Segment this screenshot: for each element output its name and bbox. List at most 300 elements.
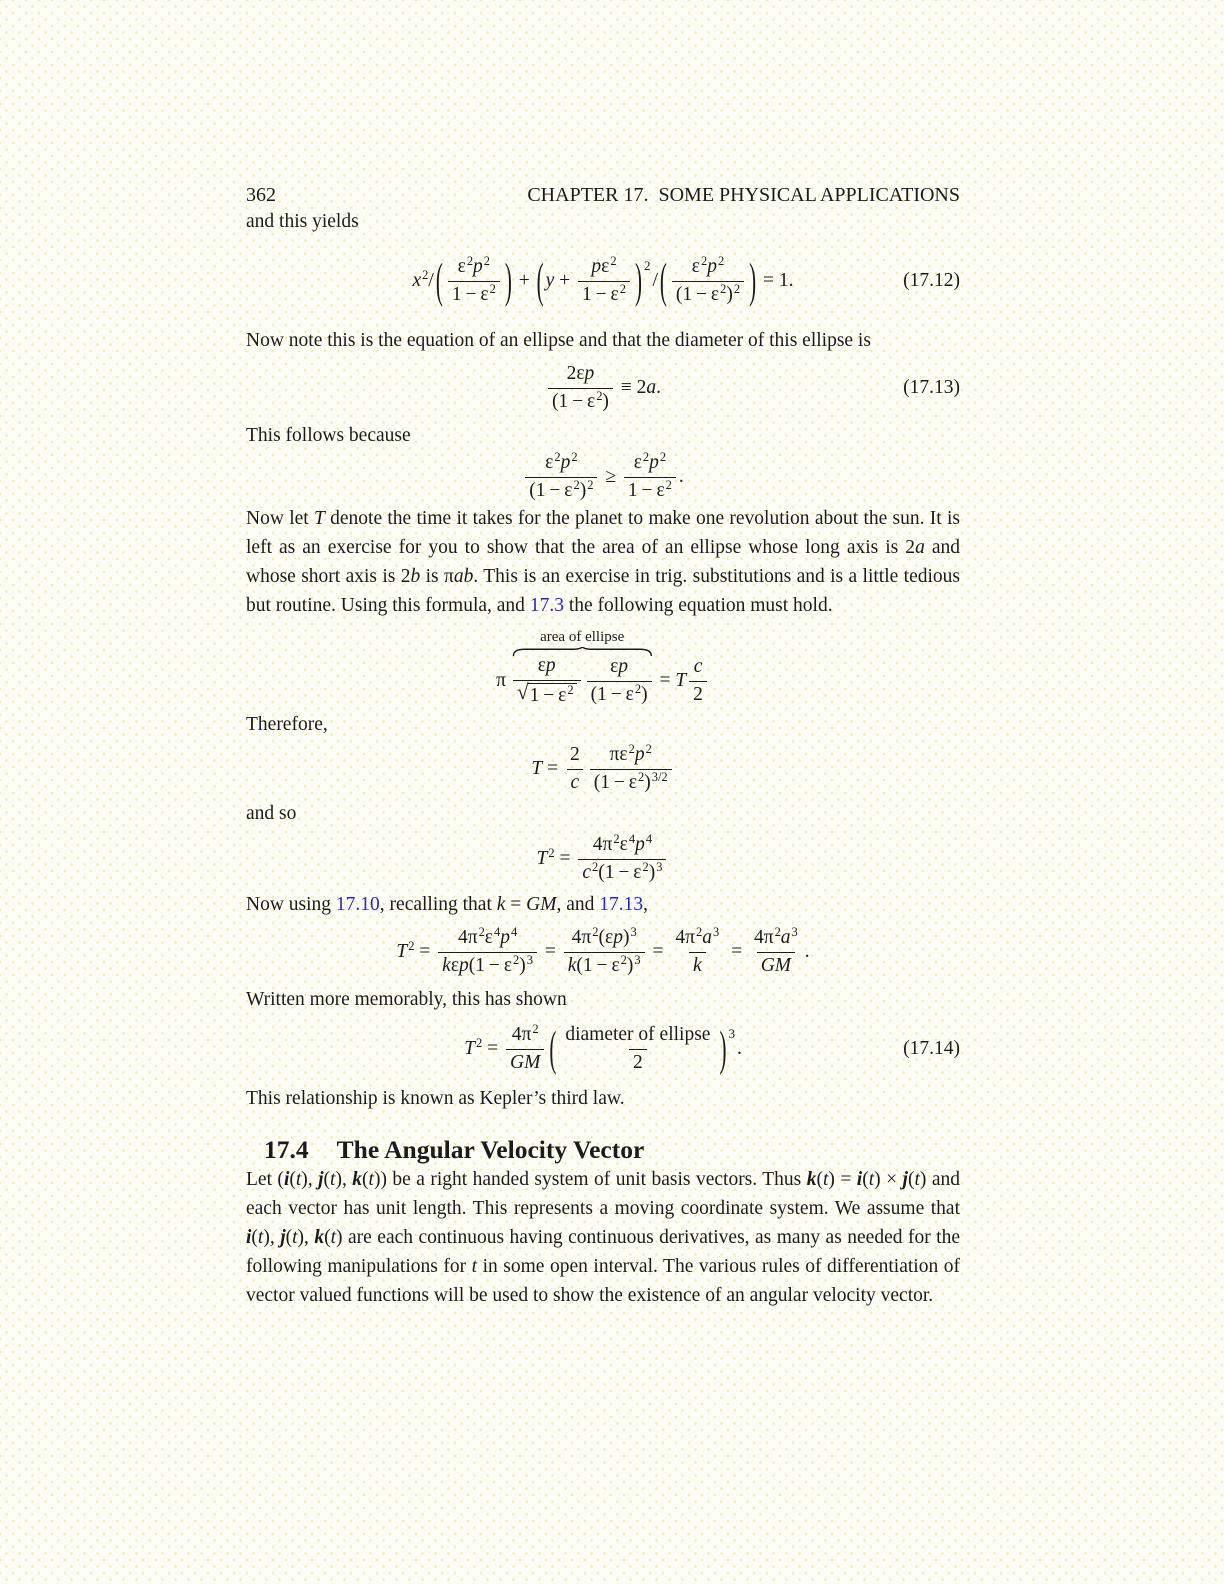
math-token: 2 bbox=[628, 742, 635, 757]
cross-reference-link[interactable]: 17.3 bbox=[529, 595, 564, 616]
math-token: p bbox=[707, 256, 717, 278]
exponent: 3 bbox=[728, 1026, 735, 1042]
math-token: a bbox=[702, 927, 712, 949]
denominator bbox=[525, 477, 597, 502]
math-token: 2 bbox=[548, 846, 555, 861]
math-token: i bbox=[246, 1227, 252, 1248]
math-token: diameter of ellipse bbox=[565, 1024, 711, 1046]
math-tokens bbox=[531, 758, 563, 780]
denominator bbox=[672, 281, 744, 306]
math-tokens bbox=[396, 941, 435, 963]
math-token: ε bbox=[457, 256, 466, 278]
math-token: ) bbox=[626, 954, 634, 976]
math-token: ( bbox=[323, 1169, 331, 1190]
numerator bbox=[541, 452, 581, 476]
math-token: i bbox=[283, 1169, 290, 1190]
math-token: (1 − ε bbox=[675, 283, 720, 305]
math-token: 2 bbox=[633, 1051, 643, 1073]
denominator bbox=[629, 1049, 647, 1074]
fraction bbox=[624, 452, 676, 502]
math-tokens bbox=[514, 270, 535, 292]
denominator bbox=[624, 477, 676, 502]
math-token: 3 bbox=[712, 925, 720, 940]
math-token: ( bbox=[289, 1169, 296, 1190]
equation-body bbox=[464, 1020, 742, 1076]
denominator bbox=[587, 681, 652, 706]
math-token: 3 bbox=[791, 925, 798, 940]
area-ellipse-equation bbox=[246, 622, 960, 708]
kepler-law-text: This relationship is known as Kepler’s third law. bbox=[246, 1088, 625, 1109]
math-token: = bbox=[482, 1038, 504, 1059]
math-token: = 1. bbox=[758, 270, 794, 291]
math-token: k bbox=[692, 954, 702, 976]
math-token: GM bbox=[760, 954, 792, 976]
section-heading bbox=[264, 1135, 960, 1165]
math-token: . bbox=[656, 377, 662, 398]
math-token: k bbox=[442, 954, 451, 976]
fraction bbox=[578, 834, 666, 884]
denominator bbox=[689, 952, 706, 977]
numerator bbox=[630, 452, 670, 476]
math-token: = bbox=[726, 941, 747, 962]
equation-number: (17.14) bbox=[903, 1038, 960, 1059]
math-token: , recalling that bbox=[379, 894, 497, 915]
math-token: (1 − ε bbox=[576, 954, 620, 976]
math-token: j bbox=[902, 1169, 908, 1190]
period-squared-equation bbox=[246, 830, 960, 888]
numerator bbox=[690, 656, 707, 680]
math-token: 2 bbox=[733, 281, 741, 296]
math-token: πε bbox=[609, 744, 628, 766]
math-token: ) = bbox=[828, 1169, 857, 1190]
numerator bbox=[454, 927, 521, 951]
kepler-law-equation-17-14 bbox=[246, 1018, 960, 1080]
open-paren: ( bbox=[536, 252, 544, 308]
math-token: 4π bbox=[675, 927, 695, 949]
math-token: t bbox=[471, 1256, 478, 1277]
fraction bbox=[671, 927, 723, 977]
equation-body bbox=[537, 834, 670, 884]
math-token: 2 bbox=[466, 254, 474, 269]
math-token: 4π bbox=[592, 834, 613, 856]
math-token: = bbox=[540, 941, 561, 962]
cross-reference-link[interactable]: 17.13 bbox=[599, 894, 644, 915]
math-token: 2 bbox=[637, 769, 645, 784]
math-token: 2 bbox=[693, 683, 703, 705]
math-token: 2ε bbox=[566, 363, 585, 385]
period-equation bbox=[246, 741, 960, 797]
fraction bbox=[561, 1024, 714, 1074]
math-token: ) bbox=[641, 683, 648, 705]
math-token: 2 bbox=[774, 925, 781, 940]
math-token: 2 bbox=[700, 254, 708, 269]
math-token: (1 − ε bbox=[598, 861, 642, 883]
fraction bbox=[750, 927, 802, 977]
math-token: 2 bbox=[642, 450, 650, 465]
denominator bbox=[757, 952, 795, 977]
math-token: π bbox=[496, 670, 510, 691]
denominator bbox=[513, 680, 581, 707]
math-tokens bbox=[679, 466, 684, 488]
math-tokens bbox=[652, 270, 657, 292]
math-token: t bbox=[822, 1169, 829, 1190]
radical-sign: √ bbox=[516, 679, 529, 704]
math-token: k bbox=[567, 954, 577, 976]
overbrace-label: area of ellipse bbox=[540, 628, 625, 645]
math-token: 2 bbox=[620, 952, 627, 967]
math-token: ) bbox=[602, 390, 609, 412]
denominator bbox=[689, 681, 707, 706]
math-token: 2 bbox=[592, 859, 599, 874]
equation-body bbox=[531, 744, 674, 794]
math-token: 2 bbox=[587, 477, 594, 492]
math-token: 3 bbox=[634, 952, 641, 967]
math-token: = bbox=[654, 670, 676, 691]
fraction bbox=[506, 1024, 544, 1074]
math-token: ( bbox=[907, 1169, 915, 1190]
numerator bbox=[508, 1024, 543, 1048]
numerator bbox=[671, 927, 723, 951]
open-paren: ( bbox=[435, 252, 443, 308]
math-token: 2 bbox=[659, 450, 667, 465]
inequality-equation bbox=[246, 450, 960, 504]
math-token: T bbox=[396, 941, 408, 962]
square-root bbox=[516, 679, 577, 707]
equation-17-12 bbox=[246, 238, 960, 324]
math-token: 2 bbox=[720, 281, 727, 296]
math-token: x bbox=[412, 270, 422, 291]
math-token: / bbox=[428, 270, 434, 291]
numerator bbox=[606, 744, 656, 768]
math-token: 2 bbox=[532, 1022, 539, 1037]
math-token: ε bbox=[633, 452, 642, 474]
math-token: p bbox=[634, 744, 645, 766]
math-token: T bbox=[675, 670, 687, 691]
math-token: ) bbox=[622, 927, 630, 949]
math-token: 2 bbox=[489, 281, 496, 296]
math-token: k bbox=[352, 1169, 363, 1190]
denominator bbox=[590, 769, 672, 794]
math-token: = bbox=[542, 758, 563, 779]
math-token: 4π bbox=[571, 927, 592, 949]
math-token: 2 bbox=[645, 742, 652, 757]
math-tokens bbox=[805, 941, 810, 963]
fraction bbox=[564, 927, 645, 977]
overbrace bbox=[512, 647, 653, 656]
math-token: 2 bbox=[408, 939, 415, 954]
math-token: ( bbox=[362, 1169, 369, 1190]
math-token: c bbox=[582, 861, 592, 883]
math-token: t bbox=[257, 1227, 264, 1248]
math-token: 2 bbox=[592, 925, 599, 940]
math-token: ) × bbox=[874, 1169, 903, 1190]
denominator bbox=[448, 281, 500, 306]
ellipse-note-text: Now note this is the equation of an ellipse and that the diameter of this ellipse is bbox=[246, 330, 871, 351]
math-token: t bbox=[868, 1169, 875, 1190]
math-token: b bbox=[410, 566, 421, 587]
math-token: 2 bbox=[567, 682, 574, 697]
math-token: ab bbox=[453, 566, 474, 587]
math-token: t bbox=[330, 1227, 337, 1248]
fraction bbox=[578, 256, 630, 306]
math-token: 3 bbox=[656, 859, 663, 874]
math-token: 4 bbox=[494, 925, 501, 940]
angular-velocity-paragraph bbox=[246, 1165, 960, 1310]
math-tokens bbox=[413, 270, 434, 292]
equation-17-13 bbox=[246, 357, 960, 419]
math-tokens bbox=[655, 670, 687, 692]
math-token: ) are each continuous having continuous derivatives, as many as needed for the following manipulations for bbox=[246, 1227, 960, 1277]
equation-body bbox=[396, 927, 809, 977]
math-token: = bbox=[647, 941, 669, 962]
math-token: p bbox=[500, 927, 510, 949]
math-token: ) bbox=[644, 771, 651, 793]
close-paren: ) bbox=[634, 252, 642, 308]
math-token: 3 bbox=[526, 952, 533, 967]
fraction bbox=[672, 256, 744, 306]
math-tokens bbox=[496, 670, 510, 692]
and-so-text: and so bbox=[246, 803, 297, 824]
math-token: 3 bbox=[630, 925, 637, 940]
math-tokens bbox=[537, 848, 576, 870]
close-paren: ) bbox=[749, 252, 757, 308]
math-token: 4 bbox=[628, 832, 636, 847]
math-tokens bbox=[726, 941, 747, 963]
denominator bbox=[578, 281, 630, 306]
exponent: 2 bbox=[643, 258, 651, 274]
math-token: k bbox=[806, 1169, 817, 1190]
math-tokens bbox=[464, 1038, 503, 1060]
math-token: + bbox=[554, 270, 575, 291]
math-token: = bbox=[505, 894, 527, 915]
math-token: ) bbox=[648, 861, 656, 883]
math-tokens bbox=[737, 1038, 742, 1060]
math-token: p bbox=[618, 656, 629, 678]
fraction bbox=[548, 363, 613, 413]
math-token: ε bbox=[484, 927, 493, 949]
math-token: 4 bbox=[510, 925, 518, 940]
math-token: 2 bbox=[476, 1036, 483, 1051]
numerator bbox=[566, 744, 584, 768]
math-token: ), bbox=[335, 1169, 353, 1190]
equation-body bbox=[545, 363, 661, 413]
math-token: y bbox=[545, 270, 555, 291]
math-token: 4π bbox=[511, 1024, 532, 1046]
running-header bbox=[246, 183, 960, 207]
math-token: t bbox=[292, 1227, 298, 1248]
math-token: (ε bbox=[598, 927, 614, 949]
math-token: ( bbox=[285, 1227, 293, 1248]
math-token: j bbox=[318, 1169, 324, 1190]
math-token: ( bbox=[862, 1169, 869, 1190]
math-token: ), bbox=[263, 1227, 281, 1248]
section-title: The Angular Velocity Vector bbox=[336, 1135, 645, 1164]
fraction bbox=[587, 656, 652, 706]
math-token: p bbox=[560, 452, 571, 474]
math-token: 2 bbox=[569, 744, 580, 766]
follows-because-text: This follows because bbox=[246, 425, 411, 446]
equation-number: (17.12) bbox=[903, 270, 960, 291]
math-token: . bbox=[736, 1038, 742, 1059]
numerator bbox=[750, 927, 802, 951]
math-token: 2 bbox=[642, 859, 649, 874]
kepler-derivation-equation bbox=[246, 921, 960, 983]
math-token: = bbox=[414, 941, 436, 962]
memorably-text: Written more memorably, this has shown bbox=[246, 989, 567, 1010]
math-tokens bbox=[540, 941, 561, 963]
equation-number: (17.13) bbox=[903, 377, 960, 398]
math-token: ( bbox=[816, 1169, 823, 1190]
math-token: 1 − ε bbox=[581, 283, 619, 305]
now-using-text bbox=[246, 890, 960, 919]
math-token: k bbox=[314, 1227, 325, 1248]
math-token: t bbox=[914, 1169, 920, 1190]
math-token: 2 bbox=[634, 681, 642, 696]
planet-period-paragraph bbox=[246, 504, 960, 620]
math-token: ≡ 2 bbox=[615, 377, 647, 398]
math-token: 1 − ε bbox=[627, 479, 665, 501]
math-token: a bbox=[915, 537, 925, 558]
fraction bbox=[566, 744, 584, 794]
math-token: t bbox=[330, 1169, 336, 1190]
numerator bbox=[534, 655, 560, 679]
math-tokens bbox=[546, 270, 575, 292]
math-token: a bbox=[646, 377, 657, 398]
math-token: in some open interval. The various rules of differentiation of vector valued functions will be used to show the existence of an angular velocity vector. bbox=[246, 1256, 960, 1306]
math-token: 2 bbox=[573, 477, 580, 492]
numerator bbox=[606, 656, 632, 680]
math-token: is π bbox=[420, 566, 454, 587]
fraction bbox=[689, 656, 707, 706]
math-token: p bbox=[613, 927, 623, 949]
cross-reference-link[interactable]: 17.10 bbox=[335, 894, 380, 915]
radicand bbox=[528, 683, 577, 707]
numerator bbox=[454, 256, 494, 280]
math-token: 2 bbox=[596, 388, 603, 403]
denominator bbox=[564, 952, 645, 977]
denominator bbox=[548, 388, 613, 413]
math-token: T bbox=[313, 508, 325, 529]
math-token: 2 bbox=[422, 268, 429, 283]
overbrace-float bbox=[512, 629, 653, 656]
math-token: ε bbox=[691, 256, 700, 278]
math-token: 2 bbox=[717, 254, 725, 269]
open-paren: ( bbox=[549, 1020, 557, 1076]
math-token: ≥ bbox=[600, 466, 621, 487]
numerator bbox=[568, 927, 641, 951]
math-token: (1 − ε bbox=[551, 390, 596, 412]
math-tokens bbox=[616, 377, 661, 399]
math-token: c bbox=[570, 771, 580, 793]
numerator bbox=[688, 256, 728, 280]
fraction bbox=[525, 452, 597, 502]
math-token: p bbox=[459, 954, 469, 976]
math-token: p bbox=[591, 256, 602, 278]
math-token: (1 − ε bbox=[593, 771, 637, 793]
math-token: 4π bbox=[457, 927, 478, 949]
overbrace-group bbox=[510, 628, 655, 707]
math-token: ), bbox=[301, 1169, 319, 1190]
math-token: ε bbox=[610, 656, 619, 678]
section-number: 17.4 bbox=[264, 1135, 309, 1164]
math-token: )) be a right handed system of unit basis vectors. Thus bbox=[373, 1169, 807, 1190]
equation-body bbox=[412, 252, 794, 308]
math-token: (1 − ε bbox=[468, 954, 513, 976]
equation-body bbox=[496, 628, 710, 707]
math-token: 2 bbox=[610, 254, 617, 269]
fraction bbox=[438, 927, 537, 977]
math-token: . bbox=[804, 941, 810, 962]
denominator bbox=[567, 769, 584, 794]
math-token: p bbox=[584, 363, 595, 385]
math-token: ( bbox=[324, 1227, 331, 1248]
math-token: 2 bbox=[571, 450, 578, 465]
math-token: j bbox=[280, 1227, 286, 1248]
math-token: p bbox=[545, 655, 556, 677]
math-token: T bbox=[464, 1038, 476, 1059]
open-paren: ( bbox=[659, 252, 667, 308]
math-token: 4 bbox=[645, 832, 653, 847]
numerator bbox=[563, 363, 599, 387]
equation-body bbox=[522, 452, 684, 502]
fraction bbox=[448, 256, 500, 306]
math-token: 2 bbox=[513, 952, 520, 967]
math-token: ), bbox=[297, 1227, 315, 1248]
math-token: ( bbox=[251, 1227, 258, 1248]
math-token: p bbox=[635, 834, 645, 856]
close-paren: ) bbox=[504, 252, 512, 308]
math-token: c bbox=[693, 656, 703, 678]
math-token: Now let bbox=[246, 508, 314, 529]
math-token: GM bbox=[510, 1051, 541, 1073]
math-token: 2 bbox=[478, 925, 485, 940]
math-token: / bbox=[652, 270, 658, 291]
math-token: k bbox=[496, 894, 506, 915]
math-token: the following equation must hold. bbox=[563, 595, 833, 616]
denominator bbox=[506, 1049, 544, 1074]
lead-in-text: and this yields bbox=[246, 211, 359, 232]
math-token: 2 bbox=[483, 254, 491, 269]
fraction bbox=[590, 744, 672, 794]
math-token: and whose short axis is 2 bbox=[246, 537, 960, 587]
math-token: ε bbox=[537, 655, 546, 677]
math-token: t bbox=[368, 1169, 374, 1190]
math-token: ) bbox=[519, 954, 526, 976]
denominator bbox=[578, 859, 666, 884]
fraction bbox=[513, 655, 581, 707]
numerator bbox=[589, 834, 656, 858]
math-token: 1 − ε bbox=[529, 684, 567, 706]
page-content bbox=[246, 183, 960, 1310]
math-token: . bbox=[678, 466, 684, 487]
math-token: p bbox=[649, 452, 659, 474]
math-token: 2 bbox=[695, 925, 703, 940]
math-token: 2 bbox=[665, 477, 672, 492]
math-token: 2 bbox=[554, 450, 561, 465]
math-token: + bbox=[513, 270, 535, 291]
math-token: ) bbox=[726, 283, 733, 305]
numerator bbox=[587, 256, 620, 280]
math-token: (1 − ε bbox=[529, 479, 573, 501]
math-token: ε bbox=[601, 256, 610, 278]
chapter-header: CHAPTER 17. SOME PHYSICAL APPLICATIONS bbox=[527, 184, 960, 206]
math-token: T bbox=[536, 848, 548, 869]
math-token: Now using bbox=[246, 894, 336, 915]
math-tokens bbox=[600, 466, 620, 488]
denominator bbox=[438, 952, 537, 977]
therefore-text: Therefore, bbox=[246, 714, 328, 735]
math-token: a bbox=[780, 927, 791, 949]
